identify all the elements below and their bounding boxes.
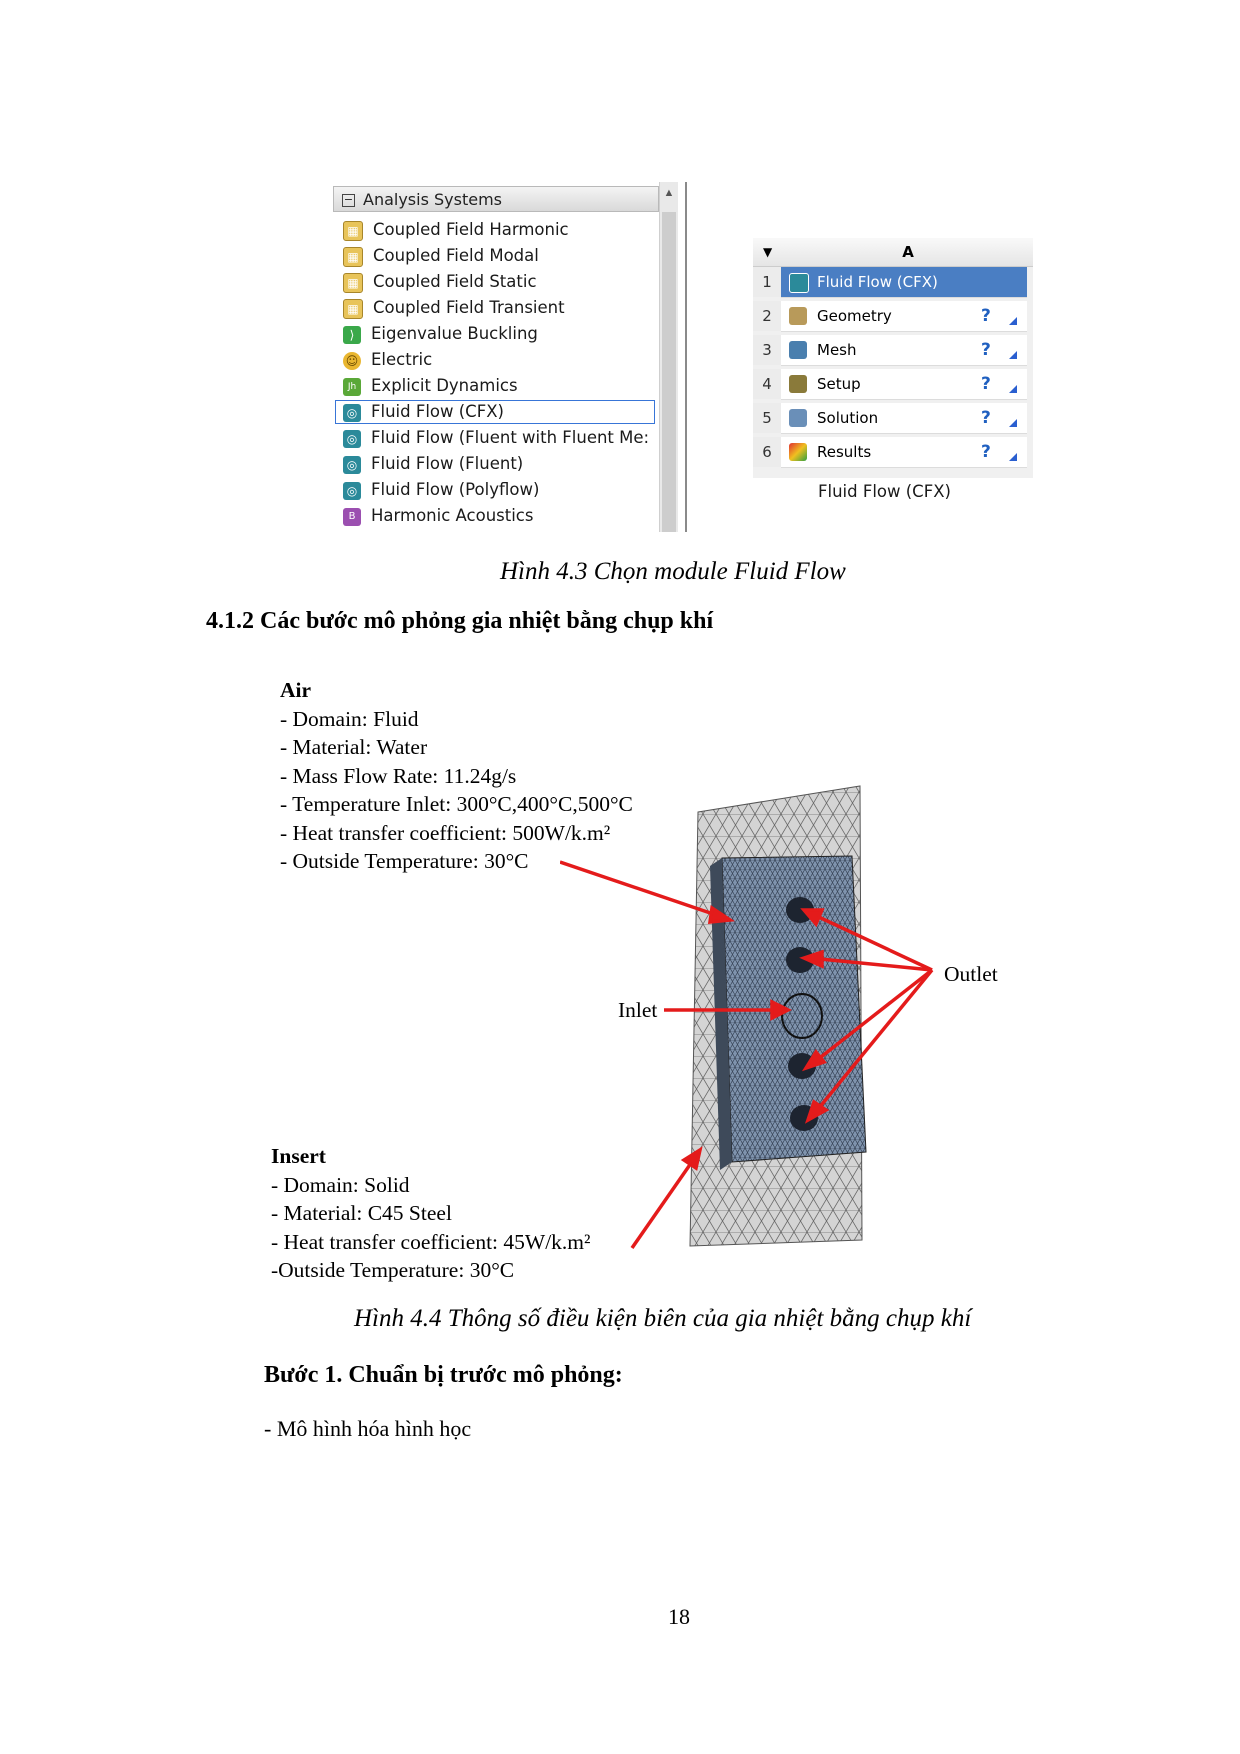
electric-icon: ☺: [343, 352, 361, 370]
step1-item: - Mô hình hóa hình học: [264, 1416, 472, 1441]
air-spec-line: - Outside Temperature: 30°C: [280, 849, 529, 873]
air-spec-line: - Domain: Fluid: [280, 706, 419, 731]
row-number: 6: [753, 437, 781, 467]
schematic-row-mesh[interactable]: [753, 335, 1033, 365]
fluent-icon: ◎: [343, 456, 361, 474]
step1-heading: Bước 1. Chuẩn bị trước mô phỏng:: [264, 1362, 623, 1388]
air-spec-line: - Heat transfer coefficient: 500W/k.m²: [280, 820, 611, 845]
toolbox-item-coupled-field-transient[interactable]: [335, 296, 655, 320]
schematic-row-geometry[interactable]: [753, 301, 1033, 331]
toolbox-item-coupled-field-modal[interactable]: [335, 244, 655, 268]
toolbox-item-label: Fluid Flow (Polyflow): [371, 480, 540, 499]
toolbox-item-label: Coupled Field Modal: [373, 246, 539, 265]
question-mark-icon: ?: [981, 306, 991, 326]
scroll-up-icon[interactable]: ▲: [663, 187, 675, 199]
toolbox-item-eigenvalue-buckling[interactable]: [335, 322, 655, 346]
buckling-icon: ⟩: [343, 326, 361, 344]
insert-spec-line: - Heat transfer coefficient: 45W/k.m²: [271, 1229, 591, 1254]
toolbox-item-label: Coupled Field Static: [373, 272, 537, 291]
cfx-icon: ◎: [343, 404, 361, 422]
insert-title: Insert: [271, 1144, 326, 1168]
row-label: Results: [817, 443, 872, 461]
corner-triangle-icon: [1009, 453, 1017, 461]
toolbox-scrollbar[interactable]: [659, 182, 678, 532]
insert-spec-block: [271, 1142, 590, 1285]
analysis-systems-toolbox: [333, 182, 688, 532]
corner-triangle-icon: [1009, 317, 1017, 325]
coupled-field-icon: ▦: [343, 221, 363, 241]
air-title: Air: [280, 678, 312, 702]
toolbox-item-label: Coupled Field Harmonic: [373, 220, 569, 239]
toolbox-item-label: Eigenvalue Buckling: [371, 324, 538, 343]
inlet-label: Inlet: [618, 998, 658, 1022]
analysis-systems-header[interactable]: [333, 186, 659, 212]
toolbox-item-harmonic-acoustics[interactable]: [335, 504, 655, 528]
figure-4-4-caption: Hình 4.4 Thông số điều kiện biên của gia nhiệt bằng chụp khí: [354, 1305, 972, 1332]
mesh-icon: [789, 341, 807, 359]
question-mark-icon: ?: [981, 408, 991, 428]
project-schematic-system: [753, 238, 1033, 478]
row-label: Solution: [817, 409, 879, 427]
corner-triangle-icon: [1009, 419, 1017, 427]
air-spec-line: - Temperature Inlet: 300°C,400°C,500°C: [280, 792, 633, 816]
toolbox-item-label: Explicit Dynamics: [371, 376, 518, 395]
page-number: 18: [668, 1604, 690, 1629]
toolbox-item-fluid-flow-fluent-mesh[interactable]: [335, 426, 655, 450]
geometry-icon: [789, 307, 807, 325]
toolbox-item-coupled-field-harmonic[interactable]: [335, 218, 655, 242]
toolbox-item-explicit-dynamics[interactable]: [335, 374, 655, 398]
row-number: 2: [753, 301, 781, 331]
toolbox-item-fluid-flow-polyflow[interactable]: [335, 478, 655, 502]
air-spec-line: - Material: Water: [280, 735, 428, 759]
toolbox-item-electric[interactable]: [335, 348, 655, 372]
schematic-row-solution[interactable]: [753, 403, 1033, 433]
toolbox-item-fluid-flow-cfx[interactable]: [335, 400, 655, 424]
coupled-field-icon: ▦: [343, 247, 363, 267]
system-header[interactable]: [753, 238, 1033, 267]
insert-spec-line: - Material: C45 Steel: [271, 1201, 452, 1225]
corner-triangle-icon: [1009, 351, 1017, 359]
schematic-system-name: Fluid Flow (CFX): [818, 482, 951, 501]
row-label: Setup: [817, 375, 861, 393]
insert-spec-line: -Outside Temperature: 30°C: [271, 1258, 515, 1282]
question-mark-icon: ?: [981, 340, 991, 360]
cfx-icon: [789, 273, 809, 293]
figure-4-3-caption: Hình 4.3 Chọn module Fluid Flow: [500, 558, 846, 585]
schematic-row-fluid-flow[interactable]: [753, 267, 1033, 297]
coupled-field-icon: ▦: [343, 299, 363, 319]
question-mark-icon: ?: [981, 442, 991, 462]
corner-triangle-icon: [1009, 385, 1017, 393]
row-label: Fluid Flow (CFX): [817, 273, 938, 291]
explicit-dynamics-icon: Jh: [343, 378, 361, 396]
row-number: 3: [753, 335, 781, 365]
acoustics-icon: B: [343, 508, 361, 526]
outlet-label: Outlet: [944, 962, 998, 986]
schematic-row-setup[interactable]: [753, 369, 1033, 399]
row-number: 1: [753, 267, 781, 297]
panel-divider: [685, 182, 687, 532]
toolbox-item-label: Fluid Flow (Fluent): [371, 454, 524, 473]
toolbox-item-label: Coupled Field Transient: [373, 298, 565, 317]
toolbox-item-label: Fluid Flow (CFX): [371, 402, 504, 421]
toolbox-item-label: Fluid Flow (Fluent with Fluent Me:: [371, 428, 650, 447]
dropdown-arrow-icon[interactable]: ▼: [763, 245, 773, 259]
row-label: Geometry: [817, 307, 892, 325]
toolbox-item-coupled-field-static[interactable]: [335, 270, 655, 294]
setup-icon: [789, 375, 807, 393]
air-spec-line: - Mass Flow Rate: 11.24g/s: [280, 763, 517, 788]
system-column-label: A: [902, 243, 914, 261]
section-heading: 4.1.2 Các bước mô phỏng gia nhiệt bằng chụp khí: [206, 608, 714, 634]
scrollbar-thumb[interactable]: [662, 212, 676, 532]
row-number: 5: [753, 403, 781, 433]
row-number: 4: [753, 369, 781, 399]
toolbox-item-label: Electric: [371, 350, 433, 369]
analysis-systems-title: Analysis Systems: [363, 190, 503, 209]
schematic-row-results[interactable]: [753, 437, 1033, 467]
solution-icon: [789, 409, 807, 427]
polyflow-icon: ◎: [343, 482, 361, 500]
collapse-icon[interactable]: −: [343, 193, 354, 206]
question-mark-icon: ?: [981, 374, 991, 394]
results-icon: [789, 443, 807, 461]
toolbox-item-fluid-flow-fluent[interactable]: [335, 452, 655, 476]
coupled-field-icon: ▦: [343, 273, 363, 293]
fluent-icon: ◎: [343, 430, 361, 448]
toolbox-item-label: Harmonic Acoustics: [371, 506, 534, 525]
row-label: Mesh: [817, 341, 857, 359]
insert-spec-line: - Domain: Solid: [271, 1172, 410, 1197]
